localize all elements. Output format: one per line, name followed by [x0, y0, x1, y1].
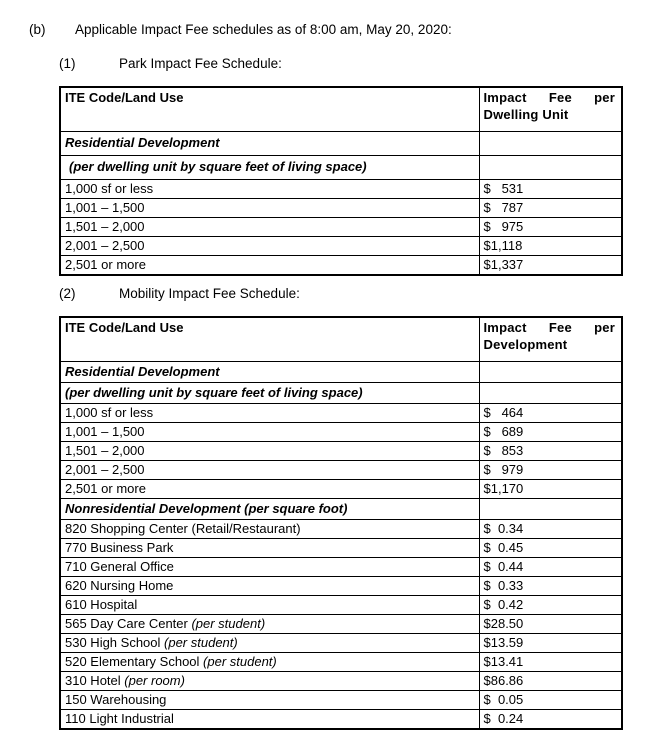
park-header-fee-line1: Impact Fee per	[483, 90, 615, 105]
use-text: 620 Nursing Home	[65, 577, 174, 593]
park-row-fee-2: $ 975	[479, 217, 622, 236]
park-row-use-1: 1,001 – 1,500	[60, 198, 479, 217]
mobility-nonres-use-9	[60, 690, 479, 709]
mobility-header-fee	[479, 317, 622, 361]
table-row	[60, 236, 622, 255]
mobility-table-header	[60, 317, 622, 361]
park-row-use-3: 2,001 – 2,500	[60, 236, 479, 255]
table-row	[60, 255, 622, 275]
mobility-res-use-0: 1,000 sf or less	[60, 403, 479, 422]
mobility-residential-subtitle: (per dwelling unit by square feet of living space)	[60, 382, 479, 403]
mobility-nonres-fee-9: $ 0.05	[479, 690, 622, 709]
table-row	[60, 633, 622, 652]
table-row-group-heading	[60, 131, 622, 155]
table-row-group-heading	[60, 498, 622, 519]
table-row	[60, 709, 622, 729]
use-text: 530 High School	[65, 634, 165, 650]
mobility-header-fee-line1: Impact Fee per	[483, 320, 615, 335]
table-row	[60, 576, 622, 595]
park-impact-fee-table	[59, 86, 623, 276]
mobility-nonres-use-5	[60, 614, 479, 633]
use-text: 150 Warehousing	[65, 691, 167, 707]
mobility-residential-title-fee-blank	[479, 361, 622, 382]
section-2-title: Mobility Impact Fee Schedule:	[119, 286, 300, 301]
section-heading-mobility	[59, 285, 300, 302]
mobility-nonres-fee-10: $ 0.24	[479, 709, 622, 729]
use-text: 565 Day Care Center	[65, 615, 192, 631]
mobility-nonres-use-4	[60, 595, 479, 614]
mobility-res-fee-2: $ 853	[479, 441, 622, 460]
mobility-nonresidential-title-fee-blank	[479, 498, 622, 519]
use-note: (per student)	[164, 634, 238, 650]
mobility-nonresidential-title: Nonresidential Development (per square foot)	[60, 498, 479, 519]
mobility-residential-title: Residential Development	[60, 361, 479, 382]
mobility-nonres-use-6	[60, 633, 479, 652]
park-header-fee-line2: Dwelling Unit	[483, 107, 569, 122]
use-note: (per student)	[191, 615, 266, 631]
table-row	[60, 690, 622, 709]
table-row	[60, 652, 622, 671]
table-row	[60, 614, 622, 633]
mobility-nonres-fee-1: $ 0.45	[479, 538, 622, 557]
park-group-title-fee-blank	[479, 131, 622, 155]
mobility-residential-subtitle-fee-blank	[479, 382, 622, 403]
table-header-row	[60, 87, 622, 131]
use-text: 520 Elementary School	[65, 653, 204, 669]
mobility-nonres-fee-7: $13.41	[479, 652, 622, 671]
paragraph-b	[29, 21, 452, 38]
mobility-res-use-2: 1,501 – 2,000	[60, 441, 479, 460]
park-table-body	[60, 131, 622, 275]
table-row	[60, 519, 622, 538]
mobility-nonres-fee-3: $ 0.33	[479, 576, 622, 595]
mobility-nonres-use-8	[60, 671, 479, 690]
table-row	[60, 441, 622, 460]
park-row-fee-1: $ 787	[479, 198, 622, 217]
table-row	[60, 403, 622, 422]
mobility-table-body	[60, 361, 622, 729]
park-row-use-0: 1,000 sf or less	[60, 179, 479, 198]
mobility-res-fee-1: $ 689	[479, 422, 622, 441]
park-group-title: Residential Development	[60, 131, 479, 155]
mobility-header-land-use: ITE Code/Land Use	[60, 317, 479, 361]
table-row-group-subheading	[60, 382, 622, 403]
mobility-nonres-fee-6: $13.59	[479, 633, 622, 652]
table-row	[60, 595, 622, 614]
table-row	[60, 671, 622, 690]
mobility-nonres-use-7	[60, 652, 479, 671]
use-note: (per room)	[124, 672, 185, 688]
section-2-marker: (2)	[59, 286, 76, 301]
mobility-nonres-use-2	[60, 557, 479, 576]
table-row	[60, 217, 622, 236]
mobility-impact-fee-table	[59, 316, 623, 730]
mobility-nonres-fee-0: $ 0.34	[479, 519, 622, 538]
park-header-land-use: ITE Code/Land Use	[60, 87, 479, 131]
table-row	[60, 538, 622, 557]
mobility-res-use-1: 1,001 – 1,500	[60, 422, 479, 441]
use-text: 310 Hotel	[65, 672, 125, 688]
table-row	[60, 479, 622, 498]
table-row	[60, 422, 622, 441]
use-text: 110 Light Industrial	[65, 710, 174, 726]
use-text: 820 Shopping Center (Retail/Restaurant)	[65, 520, 301, 536]
mobility-nonres-fee-8: $86.86	[479, 671, 622, 690]
park-row-use-2: 1,501 – 2,000	[60, 217, 479, 236]
mobility-nonres-fee-5: $28.50	[479, 614, 622, 633]
park-table-header	[60, 87, 622, 131]
table-row-group-subheading	[60, 155, 622, 179]
mobility-res-fee-4: $1,170	[479, 479, 622, 498]
mobility-nonres-use-10	[60, 709, 479, 729]
park-row-fee-0: $ 531	[479, 179, 622, 198]
mobility-nonres-fee-2: $ 0.44	[479, 557, 622, 576]
table-header-row	[60, 317, 622, 361]
mobility-nonres-use-0	[60, 519, 479, 538]
section-heading-park	[59, 55, 282, 72]
use-text: 610 Hospital	[65, 596, 138, 612]
table-row	[60, 179, 622, 198]
mobility-res-fee-0: $ 464	[479, 403, 622, 422]
mobility-header-fee-line2: Development	[483, 337, 568, 352]
paragraph-b-marker: (b)	[29, 22, 46, 37]
use-note: (per student)	[203, 653, 277, 669]
mobility-res-use-3: 2,001 – 2,500	[60, 460, 479, 479]
park-group-subtitle-fee-blank	[479, 155, 622, 179]
mobility-nonres-use-1	[60, 538, 479, 557]
mobility-res-use-4: 2,501 or more	[60, 479, 479, 498]
use-text: 710 General Office	[65, 558, 174, 574]
use-text: 770 Business Park	[65, 539, 174, 555]
table-row	[60, 198, 622, 217]
park-row-fee-3: $1,118	[479, 236, 622, 255]
section-1-title: Park Impact Fee Schedule:	[119, 56, 282, 71]
park-group-subtitle: (per dwelling unit by square feet of living space)	[60, 155, 479, 179]
park-row-fee-4: $1,337	[479, 255, 622, 275]
mobility-nonres-use-3	[60, 576, 479, 595]
park-header-fee	[479, 87, 622, 131]
table-row	[60, 460, 622, 479]
table-row	[60, 557, 622, 576]
section-1-marker: (1)	[59, 56, 76, 71]
mobility-res-fee-3: $ 979	[479, 460, 622, 479]
table-row-group-heading	[60, 361, 622, 382]
park-row-use-4: 2,501 or more	[60, 255, 479, 275]
paragraph-b-text: Applicable Impact Fee schedules as of 8:00 am, May 20, 2020:	[75, 22, 452, 37]
mobility-nonres-fee-4: $ 0.42	[479, 595, 622, 614]
